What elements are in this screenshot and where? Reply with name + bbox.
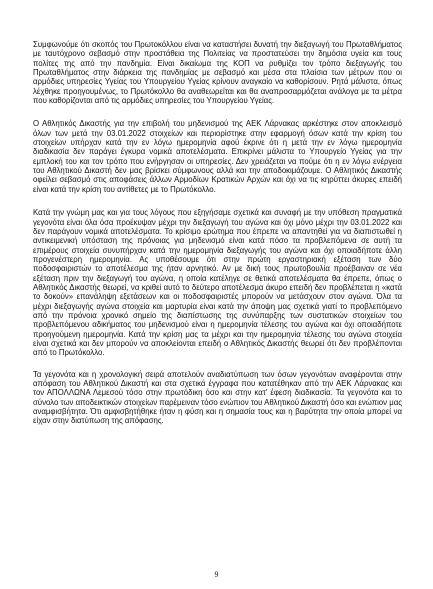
document-body [33,40,402,426]
paragraph-3: Κατά την γνώμη μας και για τους λόγους που εξηγήσαμε σχετικά και συναφή με την υπόθεση πραγματικά γεγονότα είναι όλα όσα προέκυψαν μέχρι την διεξαγωγή του αγώνα και όχι μόνο μέχρι την 03.01.2022 και δεν παράγουν νομικά αποτελέσματα. Το κρίσιμο ερώτημα που έπρεπε να απαντηθεί για να διαπιστωθεί η αντικειμενική υπόσταση της πρόνοιας για μηδενισμό είναι κατά πόσο τα προβλεπόμενα σε αυτή τα επιμέρους στοιχεία συνυπήρχαν κατά την ημερομηνία διεξαγωγής του αγώνα και όχι οποιαδήποτε άλλη προγενέστερη ημερομηνία. Ας υποθέσουμε ότι στην πρώτη εργαστηριακή εξέταση των δύο ποδοσφαιριστών το αποτέλεσμα της ήταν αρνητικό. Αν με δική τους πρωτοβουλία προέβαιναν σε νέα εξέταση πριν την διεξαγωγή του αγώνα, η οποία κατέληγε σε θετικά αποτελέσματα θα έπρεπε, όπως ο Αθλητικός Δικαστής θεωρεί, να κριθεί αυτό το δεύτερο αποτέλεσμα άκυρο επειδή δεν προβλέπεται η «κατά το δοκούν» επανάληψη εξετάσεων και οι ποδοσφαιριστές μπορούν να μετάσχουν στον αγώνα. Όλα τα μέχρι διεξαγωγής αγώνα στοιχεία και μαρτυρία είναι κατά την άποψη μας σχετικά γιατί το προβλεπόμενο από την πρόνοια χρονικό σημείο της διαπίστωσης της συνύπαρξης των συστατικών στοιχείων του προβλεπόμενου αδικήματος του μηδενισμού είναι η ημερομηνία τέλεσης του αγώνα και όχι οποιαδήποτε προηγούμενη ημερομηνία. Κατά την κρίση μας τα μέχρι και την ημερομηνία τέλεσης του αγώνα στοιχεία είναι σχετικά και δεν μπορούν να αποκλείονται επειδή ο Αθλητικός Δικαστής θεωρεί ότι δεν προβλέπονται από το Πρωτόκολλο. [33,208,402,358]
paragraph-2: Ο Αθλητικός Δικαστής για την επιβολή του μηδενισμού της ΑΕΚ Λάρνακας αρκέστηκε στον αποκλεισμό όλων των μετά την 03.01.2022 στοιχείων και περιορίστηκε στην εφαρμογή όσων κατά την κρίση του στοιχείων υπήρχαν κατά την εν λόγω ημερομηνία αφού έκρινε ότι η μετά την εν λόγω ημερομηνία διαδικασία δεν παράγει έγκυρα νομικά αποτελέσματα. Επικρίνει μάλιστα το Υπουργείο Υγείας για την εμπλοκή του και τον τρόπο που ενήργησαν οι υπηρεσίες. Δεν χρειάζεται να πούμε ότι η εν λόγω ενέργεια του Αθλητικού Δικαστή δεν μας βρίσκει σύμφωνους αλλά και την αποδοκιμάζουμε. Ο Αθλητικός Δικαστής οφείλει σεβασμό στις αποφάσεις άλλων Αρμοδίων Κρατικών Αρχών και όχι να τις κηρύττει άκυρες επειδή είναι κατά την κρίση του αντίθετες με το Πρωτόκολλο. [33,119,402,194]
paragraph-4: Τα γεγονότα και η χρονολογική σειρά αποτελούν αναδιατύπωση των όσων γεγονότων αναφέρονται στην απόφαση του Αθλητικού Δικαστή και στα σχετικά έγγραφα που κατατέθηκαν από την ΑΕΚ Λάρνακας και τον ΑΠΟΛΛΩΝΑ Λεμεσού τόσο στην πρωτόδικη όσο και στην κατ' έφεση διαδικασία. Τα γεγονότα και το σύνολο των αποδεικτικών στοιχείων παρέμειναν τόσο ενώπιον του Αθλητικού Δικαστή όσο και ενώπιον μας αναμφισβήτητα. Ότι αμφισβητήθηκε ήταν η φύση και η σημασία τους και η βαρύτητα την οποία μπορεί να είχαν στην διατύπωση της απόφασης. [33,369,402,426]
page-number: 9 [214,570,219,579]
paragraph-1: Συμφωνούμε ότι σκοπός του Πρωτοκόλλου είναι να καταστήσει δυνατή την διεξαγωγή του Πρωταθλήματος με ταυτόχρονο σεβασμό στην προστάθεια της Πολιτείας να προστατεύσει την δημόσια υγεία και τους πολίτες της από την πανδημία. Είναι δικαίωμα της ΚΟΠ να ρυθμίζει τον τρόπο διεξαγωγής του Πρωταθλήματος στην διάρκεια της πανδημίας με σεβασμό και μέσα στα πλαίσια των μέτρων που οι αρμόδιες υπηρεσίες Υγείας του Υπουργείου Υγείας κρίνουν αναγκαίο να καθορίσουν. Ρητά μάλιστα, όπως λέχθηκε προηγουμένως, το Πρωτόκολλο θα αναθεωρείται και θα αναπροσαρμόζεται ανάλογα με τα μέτρα που καθορίζονται από τις αρμόδιες υπηρεσίες του Υπουργείου Υγείας. [33,40,402,106]
